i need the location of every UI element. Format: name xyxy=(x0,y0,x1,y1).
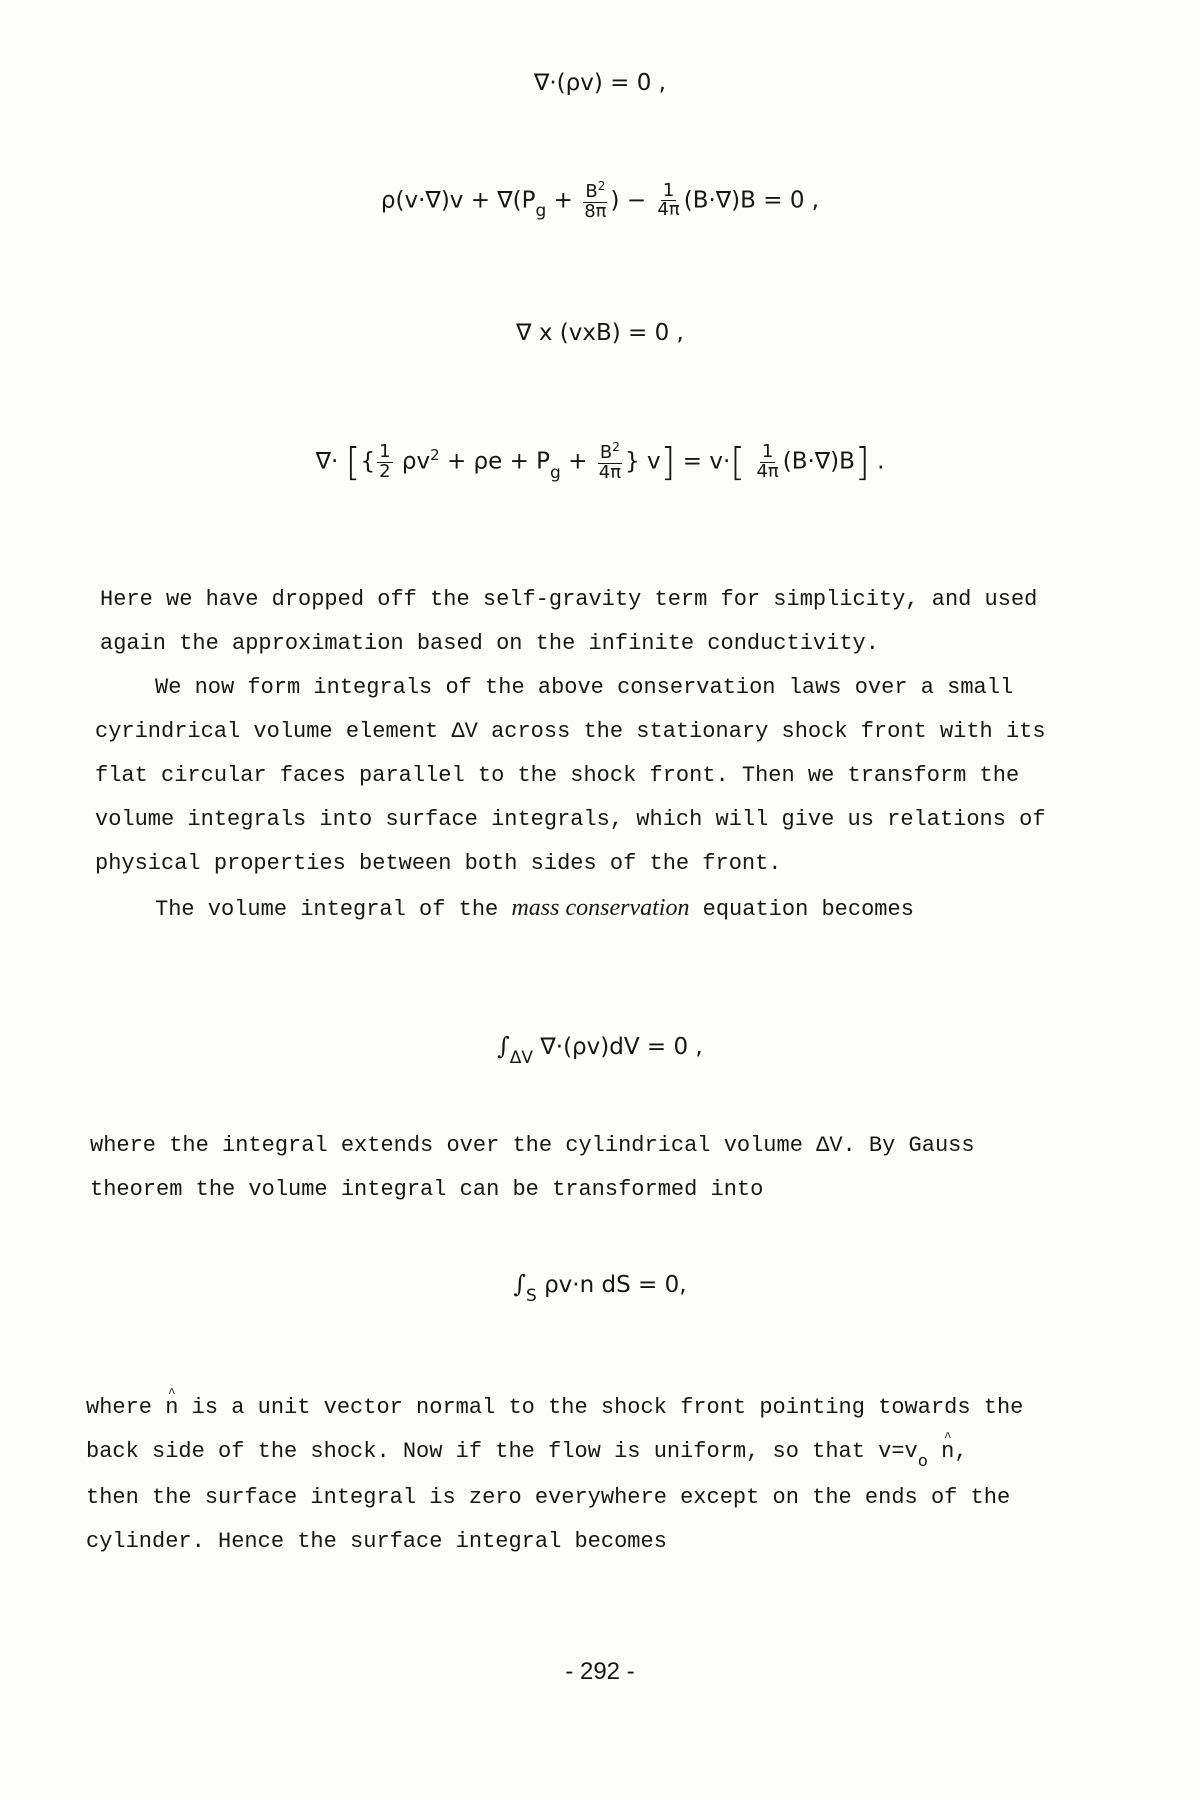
equation-energy xyxy=(0,440,1200,484)
paragraph-3 xyxy=(95,886,914,932)
eq5-subscript: ΔV xyxy=(509,1048,534,1068)
eq2-bterm: (B·∇)B xyxy=(683,187,756,214)
eq4-one2: 1 xyxy=(761,440,774,462)
p2-line4: volume integrals into surface integrals, which will give us relations of xyxy=(95,807,1046,832)
p5-line1-n: n ^ xyxy=(165,1386,178,1430)
paragraph-1 xyxy=(100,578,1037,666)
eq4-dot: · xyxy=(722,448,731,475)
eq4-v: v xyxy=(647,448,661,475)
eq5-body: ∇·(ρv)dV = 0 , xyxy=(540,1034,703,1060)
equation-induction xyxy=(0,320,1200,346)
eq4-sq: 2 xyxy=(430,445,440,464)
equation-surface-integral xyxy=(0,1270,1200,1306)
eq4-equals: = xyxy=(682,448,703,475)
eq6-body1: ρv xyxy=(544,1272,573,1298)
eq4-rbrace: } xyxy=(625,448,640,475)
p4-line1: where the integral extends over the cylindrical volume ΔV. By Gauss xyxy=(90,1133,975,1158)
eq4-frac-1-4pi xyxy=(754,440,780,482)
p5-line4: cylinder. Hence the surface integral becomes xyxy=(86,1529,667,1554)
p2-line1: We now form integrals of the above conservation laws over a small xyxy=(155,675,1014,700)
eq1-text: ∇·(ρv) = 0 , xyxy=(533,70,666,96)
eq4-g: g xyxy=(550,462,561,483)
eq4-pe: + ρe + P xyxy=(446,448,551,475)
p2-line5: physical properties between both sides of the front. xyxy=(95,851,782,876)
eq2-flow: (v·∇)v xyxy=(395,187,464,214)
eq2-grad: + ∇(P xyxy=(470,187,536,214)
paragraph-5 xyxy=(86,1386,1023,1564)
eq2-plus: + xyxy=(553,187,573,214)
equation-mass-conservation xyxy=(0,70,1200,96)
eq4-lbracket: [ xyxy=(345,440,361,484)
p1-line2: again the approximation based on the infinite conductivity. xyxy=(100,631,879,656)
eq2-g: g xyxy=(535,201,547,222)
p2-line2: cyrindrical volume element ΔV across the stationary shock front with its xyxy=(95,719,1046,744)
p3-post: equation becomes xyxy=(689,897,914,922)
p5-line1-a: where xyxy=(86,1395,166,1420)
eq4-div: ∇· xyxy=(315,448,339,475)
p4-line2: theorem the volume integral can be transformed into xyxy=(90,1177,764,1202)
eq2-minus: − xyxy=(626,187,647,214)
p3-pre: The volume integral of the xyxy=(155,897,512,922)
eq2-two: 2 xyxy=(597,179,606,193)
eq4-one: 1 xyxy=(379,440,391,462)
p5-line2-end: , xyxy=(954,1439,968,1464)
eq4-bterm: (B·∇)B xyxy=(782,448,855,475)
equation-volume-integral xyxy=(0,1032,1200,1068)
eq4-lbracket2: [ xyxy=(730,440,746,484)
eq4-rbracket: ] xyxy=(660,440,676,484)
eq4-four-pi: 4π xyxy=(598,462,622,483)
eq6-integral-sign: ∫ xyxy=(513,1270,526,1298)
eq4-two: 2 xyxy=(379,460,391,482)
eq3-text: ∇ x (vxB) = 0 , xyxy=(516,320,684,346)
eq4-frac-half xyxy=(377,440,392,482)
eq2-frac-1-4pi xyxy=(655,179,681,221)
paragraph-2 xyxy=(95,666,1046,886)
eq2-b: B xyxy=(585,181,598,202)
p2-line3: flat circular faces parallel to the shock front. Then we transform the xyxy=(95,763,1020,788)
eq5-integral-sign: ∫ xyxy=(497,1032,510,1060)
eq4-b: B xyxy=(599,442,613,464)
eq4-b-sq: 2 xyxy=(612,440,620,455)
eq2-four-pi: 4π xyxy=(657,199,680,221)
eq6-subscript: S xyxy=(525,1286,537,1306)
p1-line1: Here we have dropped off the self-gravity term for simplicity, and used xyxy=(100,587,1038,612)
eq2-rho: ρ xyxy=(380,187,396,214)
eq4-frac-b2-4pi xyxy=(597,441,623,483)
eq2-close: ) xyxy=(610,187,620,214)
p5-line2-a: back side of the shock. Now if the flow is uniform, so that xyxy=(86,1439,879,1464)
eq4-lbrace: { xyxy=(360,448,376,475)
paragraph-4 xyxy=(90,1124,975,1212)
p5-line1-b: is a unit vector normal to the shock front pointing towards the xyxy=(178,1395,1024,1420)
eq2-end: = 0 , xyxy=(763,187,820,214)
eq4-rhov: ρv xyxy=(401,448,431,475)
eq4-v2: v xyxy=(709,448,723,475)
p5-line2-v: v=v xyxy=(878,1439,918,1464)
p5-line2-n: n ^ xyxy=(941,1430,954,1474)
p5-line2-o: o xyxy=(917,1453,928,1472)
eq2-one: 1 xyxy=(662,179,675,201)
equation-momentum xyxy=(0,180,1200,222)
eq2-frac-b2-8pi xyxy=(582,180,608,222)
eq4-plus: + xyxy=(568,448,588,475)
p5-line3: then the surface integral is zero everywhere except on the ends of the xyxy=(86,1485,1011,1510)
eq6-body2: ·n dS = 0, xyxy=(572,1272,687,1298)
eq4-period: . xyxy=(877,448,885,475)
page-number: - 292 - xyxy=(565,1658,635,1685)
eq2-eight-pi: 8π xyxy=(584,200,607,222)
p3-italic: mass conservation xyxy=(511,895,690,921)
eq4-rbracket2: ] xyxy=(854,440,870,484)
eq4-four-pi2: 4π xyxy=(756,460,779,482)
